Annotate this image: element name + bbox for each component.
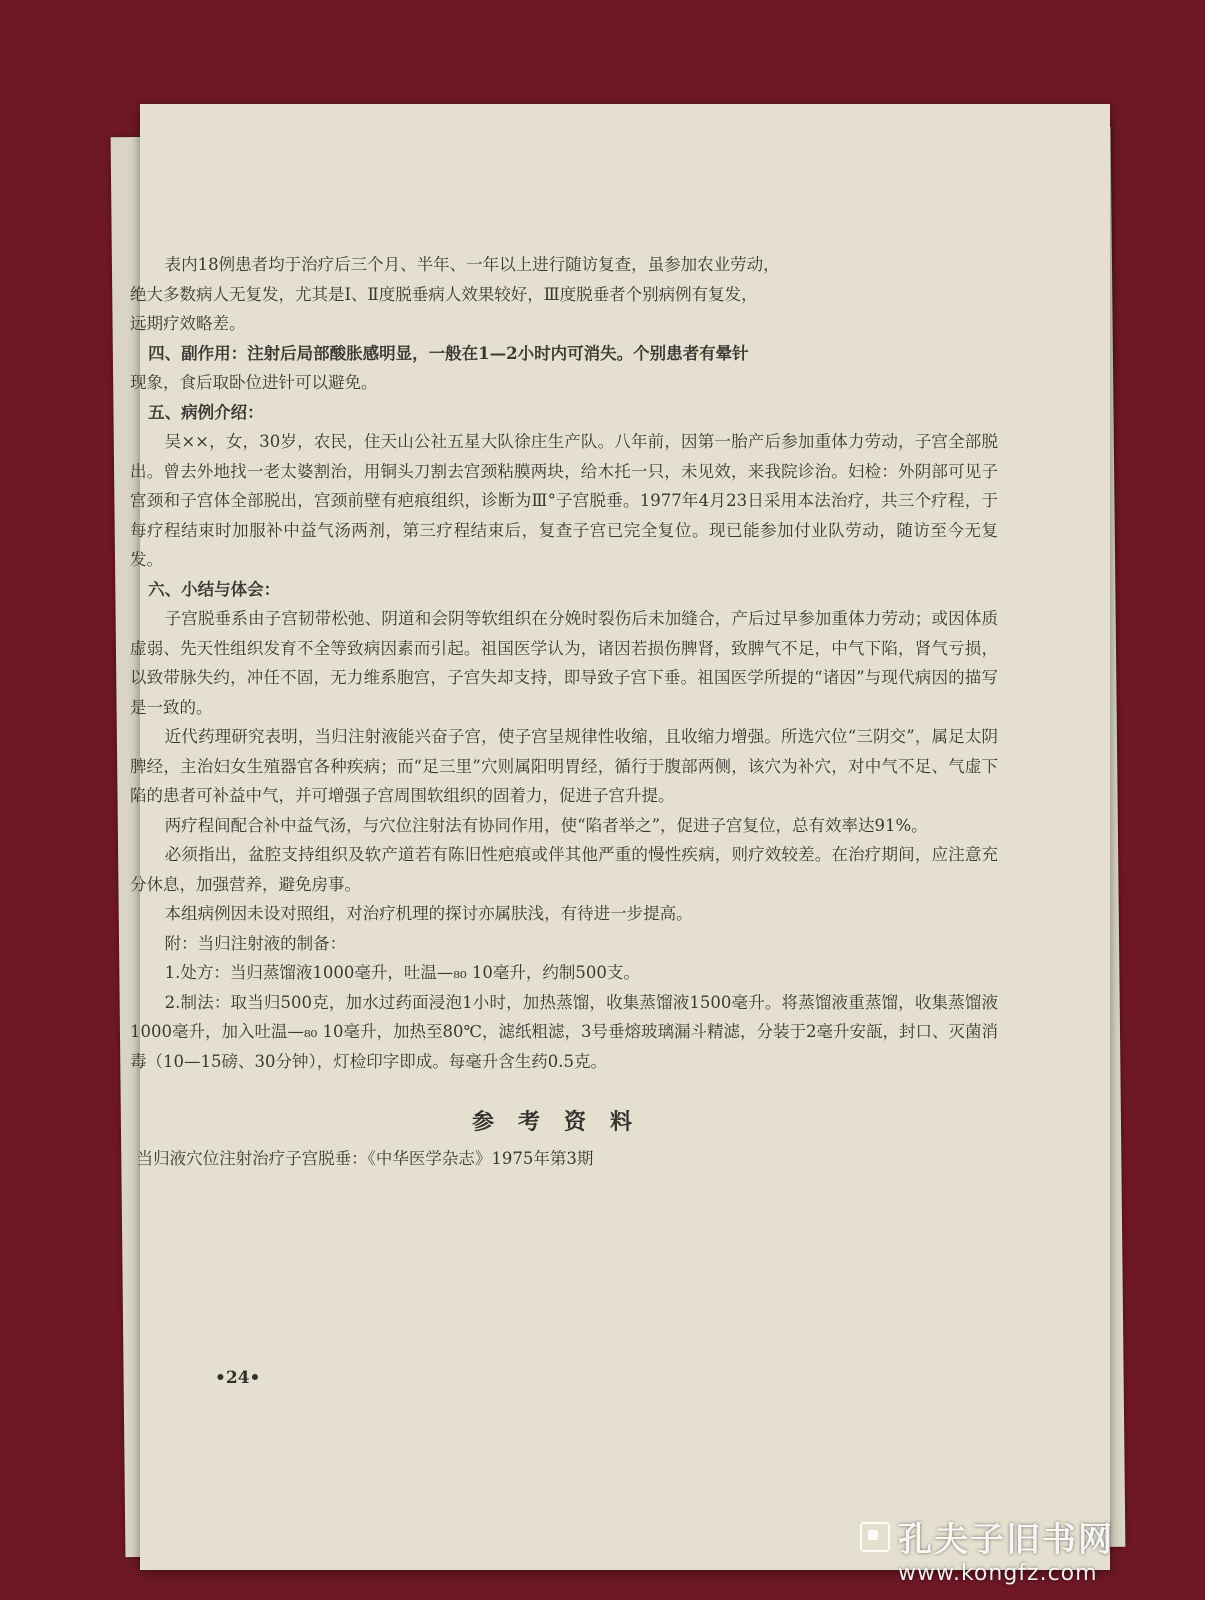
watermark-url: www.kongfz.com bbox=[898, 1561, 1098, 1586]
paragraph: 2.制法：取当归500克，加水过药面浸泡1小时，加热蒸馏，收集蒸馏液1500毫升。将蒸馏液重蒸馏，收集蒸馏液1000毫升，加入吐温—₈₀ 10毫升，加热至80℃，滤纸粗滤，3号垂熔玻璃漏斗精滤，分装于2毫升安瓿，封口、灭菌消毒（10—15磅、30分钟），灯检印字即成。每毫升含生药0.5克。 bbox=[130, 992, 998, 1071]
seal-icon bbox=[860, 1522, 890, 1552]
watermark-name: 孔夫子旧书网 bbox=[898, 1520, 1114, 1560]
paragraph: 本组病例因未设对照组，对治疗机理的探讨亦属肤浅，有待进一步提高。 bbox=[164, 904, 693, 923]
paragraph: 远期疗效略差。 bbox=[130, 314, 246, 333]
watermark bbox=[860, 1512, 1190, 1586]
paragraph: 附：当归注射液的制备： bbox=[164, 933, 347, 953]
paragraph: 绝大多数病人无复发，尤其是Ⅰ、Ⅱ度脱垂病人效果较好，Ⅲ度脱垂者个别病例有复发， bbox=[130, 284, 758, 304]
section-heading: 四、副作用：注射后局部酸胀感明显，一般在1—2小时内可消失。个别患者有晕针 bbox=[148, 343, 749, 363]
paragraph: 现象，食后取卧位进针可以避免。 bbox=[130, 373, 378, 392]
paragraph: 必须指出，盆腔支持组织及软产道若有陈旧性疤痕或伴其他严重的慢性疾病，则疗效较差。在治疗期间，应注意充分休息，加强营养，避免房事。 bbox=[130, 845, 998, 894]
paragraph: 表内18例患者均于治疗后三个月、半年、一年以上进行随访复查，虽参加农业劳动， bbox=[164, 255, 780, 274]
reference-item: 当归液穴位注射治疗子宫脱垂：《中华医学杂志》1975年第3期 bbox=[136, 1148, 594, 1168]
references-list bbox=[130, 1144, 998, 1174]
paragraph: 吴××，女，30岁，农民，住天山公社五星大队徐庄生产队。八年前，因第一胎产后参加重体力劳动，子宫全部脱出。曾去外地找一老太婆割治，用铜头刀割去宫颈粘膜两块，给木托一只，未见效，来我院诊治。妇检：外阴部可见子宫颈和子宫体全部脱出，宫颈前壁有疤痕组织，诊断为Ⅲ°子宫脱垂。1977年4月23日采用本法治疗，共三个疗程，于每疗程结束时加服补中益气汤两剂，第三疗程结束后，复查子宫已完全复位。现已能参加付业队劳动，随访至今无复发。 bbox=[130, 432, 998, 569]
watermark-logo bbox=[860, 1512, 1190, 1561]
paragraph: 两疗程间配合补中益气汤，与穴位注射法有协同作用，使“陷者举之”，促进子宫复位，总有效率达91%。 bbox=[164, 815, 928, 835]
page-number: •24• bbox=[215, 1368, 261, 1388]
paragraph: 1.处方：当归蒸馏液1000毫升，吐温—₈₀ 10毫升，约制500支。 bbox=[164, 963, 640, 982]
references-title: 参考资料 bbox=[471, 1109, 656, 1135]
section-heading: 六、小结与体会： bbox=[148, 579, 281, 599]
section-heading: 五、病例介绍： bbox=[148, 402, 264, 422]
document-body bbox=[130, 250, 998, 1173]
paragraph-list bbox=[130, 250, 998, 1076]
paragraph: 近代药理研究表明，当归注射液能兴奋子宫，使子宫呈规律性收缩，且收缩力增强。所选穴位“三阴交”，属足太阴脾经，主治妇女生殖器官各种疾病；而“足三里”穴则属阳明胃经，循行于腹部两侧，该穴为补穴，对中气不足、气虚下陷的患者可补益中气，并可增强子宫周围软组织的固着力，促进子宫升提。 bbox=[130, 727, 998, 805]
paragraph: 子宫脱垂系由子宫韧带松弛、阴道和会阴等软组织在分娩时裂伤后未加缝合，产后过早参加重体力劳动；或因体质虚弱、先天性组织发育不全等致病因素而引起。祖国医学认为，诸因若损伤脾肾，致脾气不足，中气下陷，肾气亏损，以致带脉失约，冲任不固，无力维系胞宫，子宫失却支持，即导致子宫下垂。祖国医学所提的“诸因”与现代病因的描写是一致的。 bbox=[130, 609, 998, 717]
